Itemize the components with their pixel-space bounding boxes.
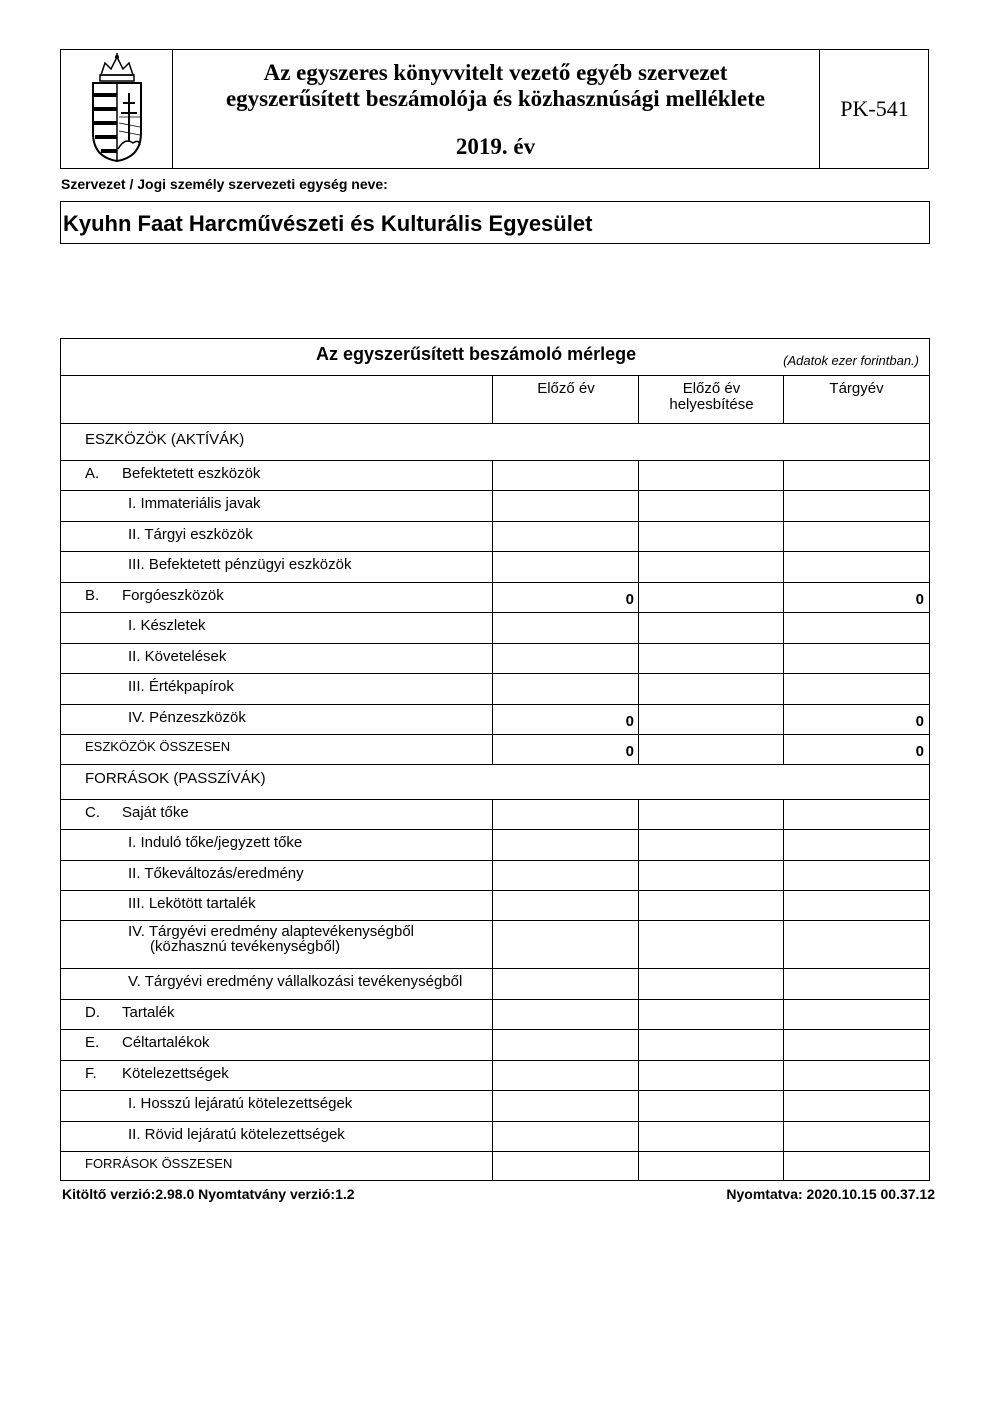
coat-of-arms-icon bbox=[87, 53, 147, 165]
divider bbox=[61, 1060, 929, 1061]
row-label: I. Induló tőke/jegyzett tőke bbox=[128, 834, 303, 851]
form-code-cell bbox=[819, 50, 929, 168]
column-header-correction bbox=[639, 381, 784, 413]
divider bbox=[61, 734, 929, 735]
crest-cell bbox=[61, 50, 173, 168]
column-header-prev: Előző év bbox=[537, 380, 595, 397]
organization-label: Szervezet / Jogi személy szervezeti egység neve: bbox=[61, 176, 388, 192]
form-header bbox=[60, 49, 929, 169]
divider bbox=[61, 799, 929, 800]
row-label: II. Rövid lejáratú kötelezettségek bbox=[128, 1126, 345, 1143]
form-title-line2: egyszerűsített beszámolója és közhasznúsági melléklete bbox=[225, 86, 766, 111]
organization-name: Kyuhn Faat Harcművészeti és Kulturális Egyesület bbox=[63, 211, 593, 236]
row-label: Kötelezettségek bbox=[122, 1065, 229, 1082]
value-prev: 0 bbox=[625, 713, 634, 730]
divider bbox=[61, 920, 929, 921]
column-divider bbox=[492, 375, 493, 423]
row-label: IV. Tárgyévi eredmény alaptevékenységből bbox=[128, 923, 415, 940]
divider bbox=[61, 890, 929, 891]
column-divider bbox=[783, 799, 784, 1181]
row-letter: B. bbox=[85, 587, 100, 604]
unit-note: (Adatok ezer forintban.) bbox=[783, 353, 919, 368]
column-divider bbox=[638, 375, 639, 423]
row-label: Céltartalékok bbox=[122, 1034, 210, 1051]
column-divider bbox=[783, 460, 784, 764]
divider bbox=[61, 551, 929, 552]
footer-version: Kitöltő verzió:2.98.0 Nyomtatvány verzió:1.2 bbox=[62, 1186, 355, 1202]
row-label: III. Értékpapírok bbox=[128, 678, 234, 695]
table-title: Az egyszerűsített beszámoló mérlege bbox=[316, 344, 637, 364]
column-header-current: Tárgyév bbox=[829, 380, 884, 397]
row-label: III. Lekötött tartalék bbox=[128, 895, 256, 912]
column-divider bbox=[492, 460, 493, 764]
row-label: Forgóeszközök bbox=[122, 587, 224, 604]
divider bbox=[61, 375, 929, 376]
value-curr: 0 bbox=[915, 591, 924, 608]
divider bbox=[61, 764, 929, 765]
title-cell bbox=[172, 50, 819, 168]
value-prev: 0 bbox=[625, 591, 634, 608]
column-header-correction-line1: Előző év bbox=[682, 380, 741, 397]
form-title-line1: Az egyszeres könyvvitelt vezető egyéb szervezet bbox=[263, 60, 728, 85]
divider bbox=[61, 860, 929, 861]
row-label: Tartalék bbox=[122, 1004, 175, 1021]
assets-heading: ESZKÖZÖK (AKTÍVÁK) bbox=[85, 431, 245, 448]
organization-name-box bbox=[60, 201, 930, 244]
divider bbox=[61, 1090, 929, 1091]
value-prev: 0 bbox=[625, 743, 634, 760]
divider bbox=[61, 1151, 929, 1152]
form-code: PK-541 bbox=[840, 96, 909, 121]
row-label: IV. Pénzeszközök bbox=[128, 709, 246, 726]
row-label: II. Tárgyi eszközök bbox=[128, 526, 253, 543]
value-curr: 0 bbox=[915, 743, 924, 760]
divider bbox=[61, 612, 929, 613]
divider bbox=[61, 968, 929, 969]
row-label: III. Befektetett pénzügyi eszközök bbox=[128, 556, 352, 573]
divider bbox=[61, 582, 929, 583]
form-year: 2019. év bbox=[455, 134, 536, 159]
row-letter: F. bbox=[85, 1065, 97, 1082]
divider bbox=[61, 643, 929, 644]
row-label: Saját tőke bbox=[122, 804, 189, 821]
divider bbox=[61, 1029, 929, 1030]
row-label: I. Hosszú lejáratú kötelezettségek bbox=[128, 1095, 353, 1112]
divider bbox=[61, 829, 929, 830]
divider bbox=[61, 704, 929, 705]
divider bbox=[61, 490, 929, 491]
row-label: II. Tőkeváltozás/eredmény bbox=[128, 865, 304, 882]
divider bbox=[61, 673, 929, 674]
column-divider bbox=[638, 460, 639, 764]
row-label: ESZKÖZÖK ÖSSZESEN bbox=[85, 739, 231, 754]
divider bbox=[61, 999, 929, 1000]
column-header-correction-line2: helyesbítése bbox=[669, 396, 754, 413]
value-curr: 0 bbox=[915, 713, 924, 730]
column-divider bbox=[638, 799, 639, 1181]
column-divider bbox=[492, 799, 493, 1181]
divider bbox=[61, 1121, 929, 1122]
row-label: II. Követelések bbox=[128, 648, 227, 665]
row-label: V. Tárgyévi eredmény vállalkozási tevékenységből bbox=[128, 973, 463, 990]
row-letter: D. bbox=[85, 1004, 100, 1021]
divider bbox=[61, 460, 929, 461]
row-label: Befektetett eszközök bbox=[122, 465, 261, 482]
row-label: I. Immateriális javak bbox=[128, 495, 261, 512]
row-label-continuation: (közhasznú tevékenységből) bbox=[150, 938, 341, 955]
row-letter: E. bbox=[85, 1034, 100, 1051]
column-divider bbox=[783, 375, 784, 423]
row-label: FORRÁSOK ÖSSZESEN bbox=[85, 1156, 233, 1171]
footer-printed: Nyomtatva: 2020.10.15 00.37.12 bbox=[726, 1186, 935, 1202]
balance-sheet-table bbox=[60, 338, 930, 1181]
divider bbox=[61, 423, 929, 424]
row-letter: A. bbox=[85, 465, 100, 482]
row-letter: C. bbox=[85, 804, 100, 821]
row-label: I. Készletek bbox=[128, 617, 206, 634]
liabilities-heading: FORRÁSOK (PASSZÍVÁK) bbox=[85, 770, 266, 787]
divider bbox=[61, 521, 929, 522]
